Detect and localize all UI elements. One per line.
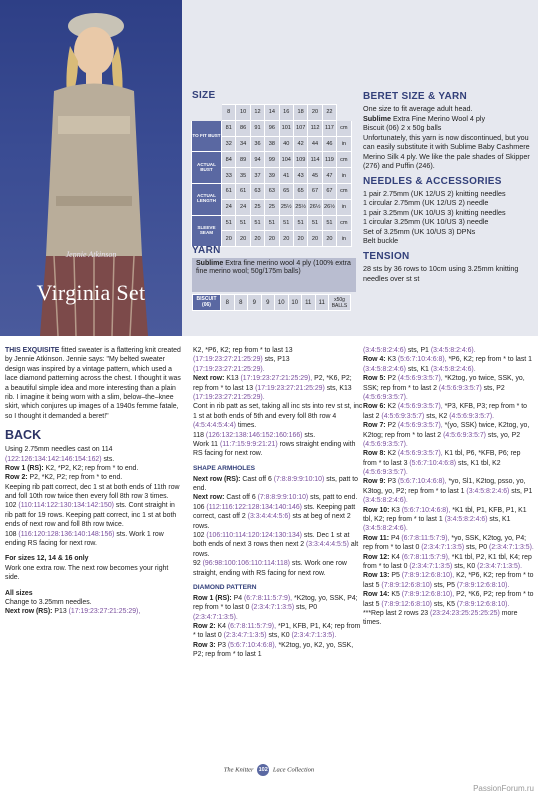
back-heading: BACK [5, 428, 42, 443]
instruction: Row 8: K2 (4:5:6:9:3:5:7), K1 tbl, P6, *KFB, P6; rep from * to last 3 (5:6:7:10:4:6:8) sts, K1 tbl, K2 (4:5:6:9:3:5:7). [363, 450, 521, 477]
size-cell: 63 [265, 183, 279, 199]
ball-count-cell: 10 [288, 295, 302, 311]
all-sizes-subheading: All sizes [5, 589, 33, 597]
instruction: Row 1 (RS): K2, *P2, K2; rep from * to end. [5, 464, 139, 472]
size-cell: 45 [308, 168, 322, 184]
size-corner [192, 105, 222, 121]
size-heading: SIZE [192, 90, 216, 101]
ball-count-cell: 10 [275, 295, 289, 311]
beret-section [363, 90, 533, 171]
cover-photo [0, 0, 182, 336]
yarn-desc: Extra fine merino wool 4 ply (100% extra fine merino wool; 50g/175m balls) [196, 260, 351, 276]
size-cell: cm [337, 120, 351, 136]
size-cell: 86 [236, 120, 250, 136]
size-cell: 25½ [279, 199, 293, 215]
instruction: Work 11 (11:7:15:9:9:21:21) rows straight ending with RS facing for next row. [193, 440, 356, 458]
column-2 [193, 346, 363, 660]
size-cell: 67 [322, 183, 336, 199]
size-cell: 20 [265, 231, 279, 247]
pattern-title: Virginia Set [36, 280, 146, 305]
instruction: Row 12: K4 (6:7:8:11:5:7:9), *K1 tbl, P2, K1 tbl, K4; rep from * to last 0 (2:3:4:7:1:3:5) sts, K0 (2:3:4:7:1:3:5). [363, 553, 532, 570]
page-number: 102 [257, 764, 269, 776]
designer-credit: Jennie Atkinson [65, 250, 117, 259]
size-cell: 34 [236, 136, 250, 152]
instruction: Row 1 (RS): P4 (6:7:8:11:5:7:9), *K2tog, yo, SSK, P4; rep from * to last 0 (2:3:4:7:1:3:5) sts, P0 (2:3:4:7:1:3:5). [193, 594, 358, 621]
size-cell: 107 [293, 120, 307, 136]
yarn-heading: YARN [192, 245, 221, 256]
size-cell: in [337, 231, 351, 247]
needle-item: 1 pair 3.25mm (UK 10/US 3) knitting needles [363, 207, 506, 217]
diamond-heading: DIAMOND PATTERN [193, 583, 257, 591]
instruction: 118 (126:132:138:146:152:160:166) sts. [193, 431, 316, 439]
instruction: Row 4: K3 (5:6:7:10:4:6:8), *P6, K2; rep from * to last 1 (3:4:5:8:2:4:6) sts, K1 (3:4:5:8:2:4:6). [363, 356, 532, 373]
instruction: Row 14: K5 (7:8:9:12:6:8:10), P2, *K6, P2; rep from * to last 5 (7:8:9:12:6:8:10) sts, K5 (7:8:9:12:6:8:10). [363, 591, 534, 608]
size-cell: in [337, 136, 351, 152]
collection-name: Lace Collection [272, 766, 315, 774]
yarn-shade-label: BISCUIT (06) [193, 295, 221, 311]
size-cell: 51 [322, 215, 336, 231]
instruction: Row 10: K3 (5:6:7:10:4:6:8), *K1 tbl, P1, KFB, P1, K1 tbl, K2; rep from * to last 1 (3:4:5:8:2:4:6) sts, K1 (3:4:5:8:2:4:6). [363, 506, 527, 533]
watermark: PassionForum.ru [473, 784, 534, 793]
beret-brand: Sublime [363, 113, 391, 123]
size-cell: 20 [279, 231, 293, 247]
size-corner [337, 105, 351, 121]
instruction: 92 (96:98:100:106:110:114:118) sts. Work one row straight, ending with RS facing for next row. [193, 560, 347, 577]
size-cell: 46 [322, 136, 336, 152]
size-cell: cm [337, 152, 351, 168]
needle-item: Set of 3.25mm (UK 10/US 3) DPNs [363, 226, 476, 236]
size-cell: 51 [222, 215, 236, 231]
intro-paragraph [5, 346, 182, 421]
size-cell: 51 [265, 215, 279, 231]
tension-section [363, 250, 533, 283]
instruction: Row 11: P4 (6:7:8:11:5:7:9), *yo, SSK, K2tog, yo, P4; rep from * to last 0 (2:3:4:7:1:3:5) sts, P0 (2:3:4:7:1:3:5). [363, 534, 534, 552]
size-cell: 84 [222, 152, 236, 168]
page-footer [0, 764, 538, 776]
size-cell: cm [337, 183, 351, 199]
size-cell: 89 [236, 152, 250, 168]
column-1 [5, 346, 182, 617]
size-header-cell: 16 [279, 105, 293, 121]
size-cell: 41 [279, 168, 293, 184]
size-cell: 24 [222, 199, 236, 215]
size-cell: 104 [279, 152, 293, 168]
ball-count-cell: 11 [315, 295, 329, 311]
yarn-description [192, 258, 356, 292]
instruction: ***Rep last 2 rows 23 (23:24:23:25:25:25:25) more times. [363, 609, 518, 627]
needles-heading: NEEDLES & ACCESSORIES [363, 175, 502, 187]
ball-count-cell: 8 [234, 295, 248, 311]
instruction: K2, *P6, K2; rep from * to last 13 (17:19:23:27:21:25:29) sts, P13 (17:19:23:27:21:25:29). [193, 347, 293, 373]
instruction: Using 2.75mm needles cast on 114 (122:126:134:142:146:154:162) sts. [5, 446, 115, 463]
needles-section [363, 175, 533, 246]
size-cell: 38 [265, 136, 279, 152]
size-cell: 51 [250, 215, 264, 231]
needle-item: 1 circular 2.75mm (UK 12/US 2) needle [363, 198, 489, 208]
size-cell: 99 [265, 152, 279, 168]
ball-count-cell: 11 [302, 295, 316, 311]
ball-count-cell: 9 [248, 295, 262, 311]
size-cell: 91 [250, 120, 264, 136]
materials-column [363, 90, 533, 287]
instruction: (3:4:5:8:2:4:6) sts, P1 (3:4:5:8:2:4:6). [363, 347, 476, 354]
beret-amount: Biscuit (06) 2 x 50g balls [363, 123, 442, 133]
size-cell: 61 [222, 183, 236, 199]
instruction: Row 13: P5 (7:8:9:12:6:8:10), K2, *P6, K2; rep from * to last 5 (7:8:9:12:6:8:10) sts, P5 (7:8:9:12:6:8:10). [363, 572, 534, 589]
size-cell: 20 [322, 231, 336, 247]
size-cell: 47 [322, 168, 336, 184]
tension-heading: TENSION [363, 250, 410, 262]
instruction: Row 2: K4 (6:7:8:11:5:7:9), *P1, KFB, P1, K4; rep from * to last 0 (2:3:4:7:1:3:5) sts, K0 (2:3:4:7:1:3:5). [193, 623, 361, 640]
intro-lead: THIS EXQUISITE [5, 347, 60, 354]
size-header-cell: 12 [250, 105, 264, 121]
instruction: 108 (116:120:128:136:140:148:156) sts. Work 1 row ending RS facing for next row. [5, 530, 164, 548]
size-header-cell: 10 [236, 105, 250, 121]
needle-item: Belt buckle [363, 236, 399, 246]
beret-yarn-desc: Extra Fine Merino Wool 4 ply [392, 113, 486, 123]
size-cell: 101 [279, 120, 293, 136]
size-cell: cm [337, 215, 351, 231]
size-cell: 32 [222, 136, 236, 152]
instruction: Row 6: K2 (4:5:6:9:3:5:7), *P3, KFB, P3; rep from * to last 2 (4:5:6:9:3:5:7) sts, K2 (4:5:6:9:3:5:7). [363, 403, 527, 420]
size-cell: 65 [293, 183, 307, 199]
size-row-label: ACTUAL LENGTH [192, 183, 222, 215]
size-cell: 20 [236, 231, 250, 247]
size-cell: 51 [279, 215, 293, 231]
size-cell: 61 [236, 183, 250, 199]
size-cell: 26½ [308, 199, 322, 215]
size-cell: 44 [308, 136, 322, 152]
instruction: Row 7: P2 (4:5:6:9:3:5:7), *(yo, SSK) twice, K2tog, yo, K2tog; rep from * to last 2 (4:5:6:9:3:5:7) sts, yo, P2 (4:5:6:9:3:5:7). [363, 422, 530, 448]
size-cell: 25 [250, 199, 264, 215]
size-cell: 96 [265, 120, 279, 136]
instruction: 106 (112:116:122:128:134:140:146) sts. Keeping patt correct, cast off 2 (3:3:4:4:4:5:6) sts at beg of next 2 rows. [193, 503, 356, 530]
beret-heading: BERET SIZE & YARN [363, 91, 468, 102]
size-cell: 109 [293, 152, 307, 168]
size-row-label: SLEEVE SEAM [192, 215, 222, 247]
instruction: Next row: K13 (17:19:23:27:21:25:29), P2, *K6, P2; rep from * to last 13 (17:19:23:27:21:25:29) sts, K13 (17:19:23:27:21:25:29). [193, 375, 352, 401]
ball-count-cell: 9 [261, 295, 275, 311]
size-cell: 67 [308, 183, 322, 199]
size-cell: 51 [293, 215, 307, 231]
beret-note: Unfortunately, this yarn is now discontinued, but you can easily substitute it with Sublime Baby Cashmere Merino Silk 4 ply. We like the pale shades of Skipper (276) and Puffin (246). [363, 132, 530, 171]
instruction: Next row (RS): Cast off 6 (7:8:8:9:9:10:10) sts, patt to end. [193, 475, 358, 493]
column-3 [363, 346, 535, 628]
sizes-subheading: For sizes 12, 14 & 16 only [5, 555, 89, 563]
ball-count-cell: 8 [221, 295, 235, 311]
instruction: Next row: Cast off 6 (7:8:8:9:9:10:10) sts, patt to end. [193, 494, 358, 502]
beret-yarn [363, 114, 533, 124]
size-cell: 20 [293, 231, 307, 247]
size-header-cell: 18 [293, 105, 307, 121]
instruction: 102 (110:114:122:130:134:142:150) sts. Cont straight in rib patt for 19 rows. Keeping patt correct, inc 1 st at both ends of next row and foll 8th row twice. [5, 502, 177, 529]
instruction: Next row (RS): P13 (17:19:23:27:21:25:29), [5, 608, 141, 616]
instruction: Cont in rib patt as set, taking all inc sts into rev st st, inc 1 st at both ends of 5th and every foll 8th row 4 (4:5:4:4:5:4:4) times. [193, 403, 363, 430]
size-cell: 119 [322, 152, 336, 168]
magazine-name: The Knitter [223, 766, 254, 774]
instruction: Row 9: P3 (5:6:7:10:4:6:8), *yo, Sl1, K2tog, psso, yo, K3tog, yo, P2; rep from * to last 1 (3:4:5:8:2:4:6) sts, P1 (3:4:5:8:2:4:6). [363, 478, 533, 505]
size-cell: 40 [279, 136, 293, 152]
beret-size: One size to fit average adult head. [363, 104, 473, 114]
size-cell: 20 [250, 231, 264, 247]
size-cell: 63 [250, 183, 264, 199]
armholes-heading: SHAPE ARMHOLES [193, 464, 256, 472]
size-cell: 51 [236, 215, 250, 231]
yarn-balls-table [192, 294, 351, 311]
needle-item: 1 pair 2.75mm (UK 12/US 2) knitting needles [363, 188, 506, 198]
instruction: Row 2: P2, *K2, P2; rep from * to end. [5, 474, 123, 482]
size-cell: 114 [308, 152, 322, 168]
size-header-cell: 8 [222, 105, 236, 121]
size-row-label: ACTUAL BUST [192, 152, 222, 184]
size-cell: 20 [222, 231, 236, 247]
size-cell: 51 [308, 215, 322, 231]
size-cell: 24 [236, 199, 250, 215]
size-cell: 33 [222, 168, 236, 184]
size-header-cell: 14 [265, 105, 279, 121]
tension-text: 28 sts by 36 rows to 10cm using 3.25mm knitting needles over st st [363, 264, 519, 283]
size-cell: 117 [322, 120, 336, 136]
size-cell: 43 [293, 168, 307, 184]
size-table [191, 104, 352, 247]
size-cell: in [337, 199, 351, 215]
size-cell: 36 [250, 136, 264, 152]
size-cell: 81 [222, 120, 236, 136]
yarn-brand: Sublime [196, 260, 224, 267]
ball-unit-cell: x50g BALLS [329, 295, 351, 311]
intro-text: fitted sweater is a flattering knit created by Jennie Atkinson. Jennie says: "My belted sweater design was inspired by a vintage pattern, which used a lace diamond patterning across the chest. I thought it was a beautiful simple idea and more interesting than a plain rib. I imagine it being worn with a slim, below–the–knee skirt, which conjures up images of a 1940s femme fatale, so I thought it demanded a beret!" [5, 347, 181, 420]
size-cell: 94 [250, 152, 264, 168]
instruction: Change to 3.25mm needles. [5, 598, 92, 606]
size-row-label: TO FIT BUST [192, 120, 222, 152]
size-cell: 37 [250, 168, 264, 184]
size-cell: 65 [279, 183, 293, 199]
needle-item: 1 circular 3.25mm (UK 10/US 3) needle [363, 217, 489, 227]
size-cell: 25½ [293, 199, 307, 215]
instruction: Keeping rib patt correct, dec 1 st at both ends of 11th row and foll 10th row twice then every foll 8th row 3 times. [5, 483, 180, 501]
size-cell: 26½ [322, 199, 336, 215]
size-cell: 42 [293, 136, 307, 152]
instruction: Row 5: P2 (4:5:6:9:3:5:7), *K2tog, yo twice, SSK, yo, SSK; rep from * to last 2 (4:5:6:9:3:5:7) sts, P2 (4:5:6:9:3:5:7). [363, 375, 525, 401]
size-cell: in [337, 168, 351, 184]
instruction: Work one extra row. The next row becomes your right side. [5, 564, 169, 582]
size-header-cell: 22 [322, 105, 336, 121]
instruction: 102 (106:110:114:120:124:130:134) sts. Dec 1 st at both ends of next 3 rows then next 2 (3:3:4:4:4:5:5) alt rows. [193, 531, 359, 558]
size-cell: 35 [236, 168, 250, 184]
size-cell: 112 [308, 120, 322, 136]
size-cell: 39 [265, 168, 279, 184]
size-cell: 25 [265, 199, 279, 215]
size-cell: 20 [308, 231, 322, 247]
instruction: Row 3: P3 (5:6:7:10:4:6:8), *K2tog, yo, K2, yo, SSK, P2; rep from * to last 1 [193, 641, 354, 659]
size-header-cell: 20 [308, 105, 322, 121]
